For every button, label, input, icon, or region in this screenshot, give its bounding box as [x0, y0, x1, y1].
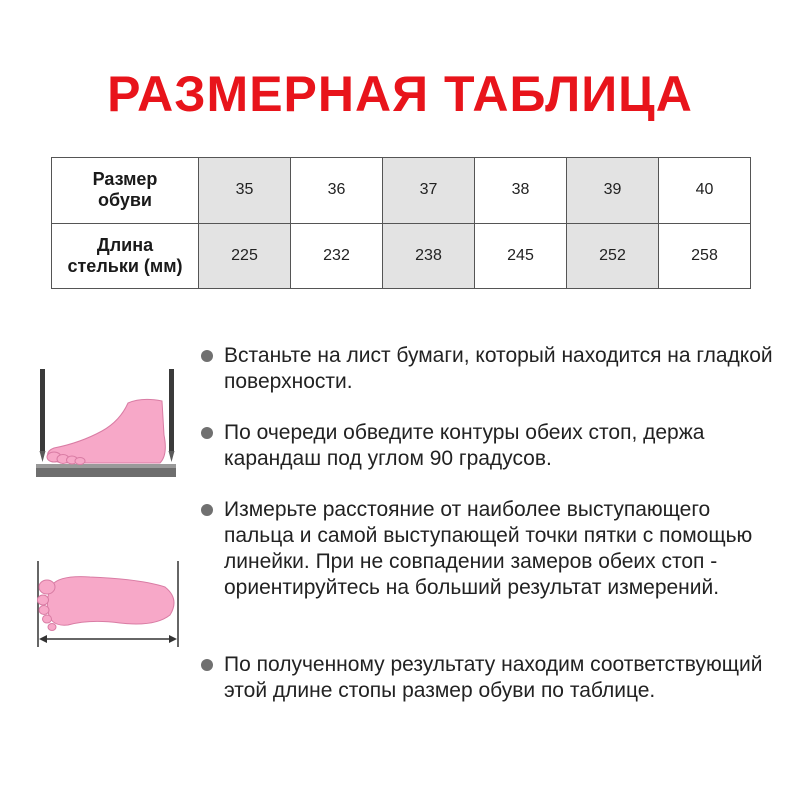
instruction-text: Встаньте на лист бумаги, который находится на гладкой поверхности. — [224, 344, 773, 393]
size-table — [51, 157, 751, 289]
row-header-length — [52, 223, 199, 289]
size-value: 36 — [327, 181, 346, 199]
instruction-4 — [203, 652, 783, 704]
page-title: РАЗМЕРНАЯ ТАБЛИЦА — [107, 66, 693, 122]
bullet-icon — [201, 659, 213, 671]
bullet-icon — [201, 504, 213, 516]
foot-side-with-pencils-illustration — [30, 365, 190, 485]
length-cell — [475, 223, 567, 289]
size-cell — [199, 158, 291, 224]
bullet-icon — [201, 427, 213, 439]
row-header-size-line1: Размер — [92, 169, 158, 190]
instruction-2 — [203, 420, 783, 472]
size-value: 37 — [419, 181, 438, 199]
size-value: 35 — [235, 181, 254, 199]
row-header-length-line2: стельки (мм) — [67, 255, 183, 276]
length-value: 245 — [507, 246, 534, 264]
size-cell — [567, 158, 659, 224]
instruction-text: По очереди обведите контуры обеих стоп, держа карандаш под углом 90 градусов. — [224, 421, 705, 470]
size-value: 39 — [603, 181, 622, 199]
row-header-size — [52, 158, 199, 224]
length-cell — [659, 223, 751, 289]
size-cell — [659, 158, 751, 224]
table-row-length — [52, 223, 751, 289]
length-cell — [291, 223, 383, 289]
length-value: 232 — [323, 246, 350, 264]
size-cell — [291, 158, 383, 224]
length-value: 252 — [599, 246, 626, 264]
foot-sole-measure-illustration — [30, 555, 190, 655]
size-cell — [383, 158, 475, 224]
length-value: 238 — [415, 246, 442, 264]
table-row-size — [52, 158, 751, 224]
length-cell — [567, 223, 659, 289]
length-value: 258 — [691, 246, 718, 264]
size-value: 40 — [695, 181, 714, 199]
length-cell — [199, 223, 291, 289]
length-value: 225 — [231, 246, 258, 264]
size-value: 38 — [511, 181, 530, 199]
instruction-text: Измерьте расстояние от наиболее выступающего пальца и самой выступающей точки пятки с помощью линейки. При не совпадении замеров обеих стоп - ориентируйтесь на больший результат измерений. — [224, 498, 753, 599]
instruction-text: По полученному результату находим соответствующий этой длине стопы размер обуви по таблице. — [224, 653, 763, 702]
instruction-3 — [203, 497, 783, 601]
row-header-length-line1: Длина — [96, 234, 154, 255]
row-header-size-line2: обуви — [97, 190, 153, 211]
length-cell — [383, 223, 475, 289]
instruction-1 — [203, 343, 783, 395]
bullet-icon — [201, 350, 213, 362]
size-cell — [475, 158, 567, 224]
